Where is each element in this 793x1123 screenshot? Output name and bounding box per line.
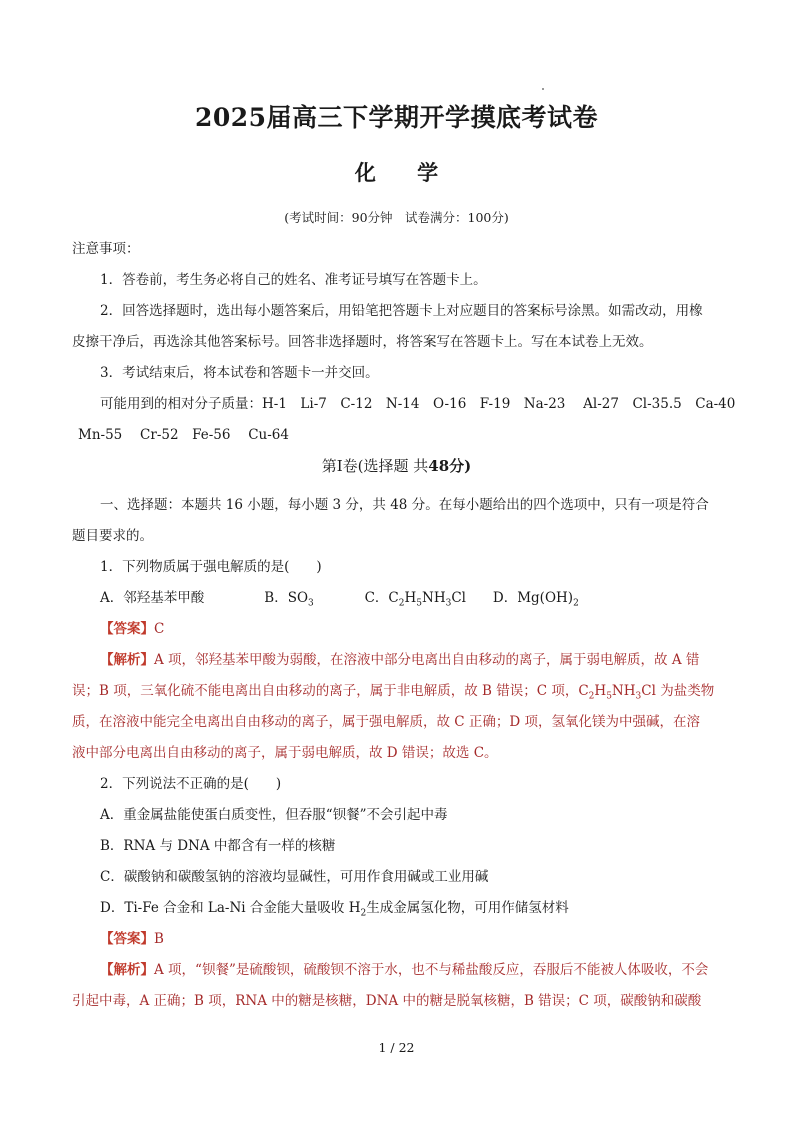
- atomic-masses: 可能用到的相对分子质量：H-1 Li-7 C-12 N-14 O-16 F-19 Na-23 Al-27 Cl-35.5 Ca-40: [100, 396, 736, 412]
- question-2-option-c: C．碳酸钠和碳酸氢钠的溶液均显碱性，可用作食用碱或工业用碱: [100, 869, 489, 885]
- notice-item-1: 1．答卷前，考生务必将自己的姓名、准考证号填写在答题卡上。: [100, 272, 487, 288]
- question-1-options: [100, 589, 721, 613]
- question-1-stem: 1．下列物质属于强电解质的是( ): [100, 559, 322, 575]
- exam-info: (考试时间：90分钟 试卷满分：100分): [284, 210, 509, 225]
- option-c: C．$C_2H_5NH_3Cl$: [364, 590, 466, 609]
- atomic-masses-cont: Mn-55 Cr-52 Fe-56 Cu-64: [78, 427, 289, 443]
- option-b: B．$SO_3$: [264, 590, 314, 609]
- question-1-analysis-3: 质，在溶液中能完全电离出自由移动的离子，属于强电解质，故 C 正确；D 项，氢氧化镁为中强碱，在溶: [72, 714, 701, 730]
- question-2-option-b: B．RNA 与 DNA 中都含有一样的核糖: [100, 838, 336, 854]
- section-title: 第Ⅰ卷(选择题 共48分): [321, 457, 472, 475]
- page-number: 1 / 22: [378, 1040, 415, 1055]
- notice-item-2-cont: 皮擦干净后，再选涂其他答案标号。回答非选择题时，将答案写在答题卡上。写在本试卷上无效。: [72, 334, 653, 350]
- section-intro: 一、选择题：本题共 16 小题，每小题 3 分，共 48 分。在每小题给出的四个选项中，只有一项是符合: [100, 497, 709, 513]
- question-2-analysis: 【解析】A 项，“钡餐”是硫酸钡，硫酸钡不溶于水，也不与稀盐酸反应，吞服后不能被人体吸收，不会: [100, 962, 709, 978]
- question-2-stem: 2．下列说法不正确的是( ): [100, 776, 282, 792]
- scan-dot: [542, 88, 544, 90]
- question-2-answer: 【答案】B: [100, 931, 164, 947]
- question-1-answer: 【答案】C: [100, 621, 165, 637]
- question-2-option-d: D．Ti-Fe 合金和 La-Ni 合金能大量吸收 $H_2$生成金属氢化物，可用作储氢材料: [100, 900, 569, 919]
- page-title: 2025届高三下学期开学摸底考试卷: [194, 103, 599, 132]
- notice-heading: 注意事项：: [72, 241, 140, 257]
- question-1-analysis: 【解析】A 项，邻羟基苯甲酸为弱酸，在溶液中部分电离出自由移动的离子，属于弱电解质，故 A 错: [100, 652, 700, 668]
- question-2-analysis-2: 引起中毒，A 正确；B 项，RNA 中的糖是核糖，DNA 中的糖是脱氧核糖，B 错误；C 项，碳酸钠和碳酸: [72, 993, 702, 1009]
- notice-item-3: 3．考试结束后，将本试卷和答题卡一并交回。: [100, 365, 379, 381]
- option-a: A．邻羟基苯甲酸: [100, 590, 205, 606]
- question-2-option-a: A．重金属盐能使蛋白质变性，但吞服“钡餐”不会引起中毒: [100, 807, 448, 823]
- question-1-analysis-2: 误；B 项，三氧化硫不能电离出自由移动的离子，属于非电解质，故 B 错误；C 项，$C_2H_5NH_3Cl$ 为盐类物: [72, 683, 715, 702]
- section-intro-cont: 题目要求的。: [72, 528, 153, 544]
- option-d: D．$Mg(OH)_2$: [492, 590, 579, 609]
- question-1-analysis-4: 液中部分电离出自由移动的离子，属于弱电解质，故 D 错误；故选 C。: [72, 745, 498, 761]
- notice-item-2: 2．回答选择题时，选出每小题答案后，用铅笔把答题卡上对应题目的答案标号涂黑。如需改动，用橡: [100, 303, 703, 319]
- subject-title: 化 学: [354, 160, 439, 185]
